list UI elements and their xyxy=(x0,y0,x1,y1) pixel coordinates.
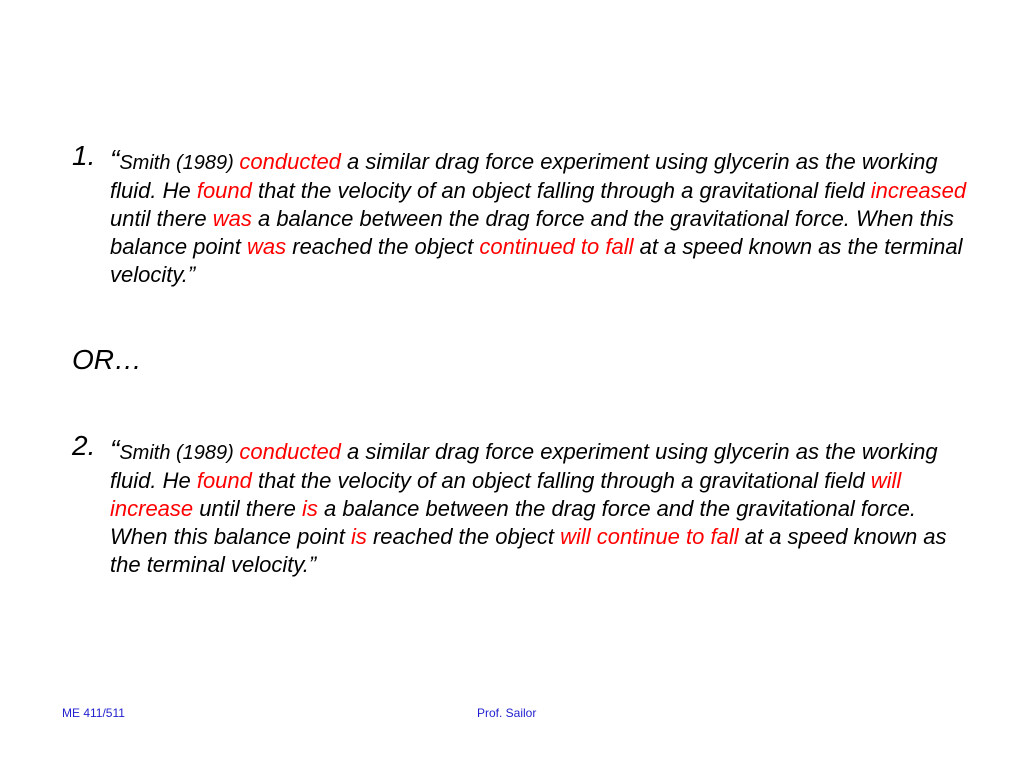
example-2-text xyxy=(110,436,972,579)
text-segment: that the velocity of an object falling through a gravitational field xyxy=(251,178,871,203)
text-segment: a balance between the drag force and the gravitational force. When this balance point xyxy=(110,496,916,549)
text-segment: until there xyxy=(110,206,213,231)
highlight-verb: will continue to fall xyxy=(560,524,739,549)
highlight-verb: found xyxy=(196,178,252,203)
open-quote: “ xyxy=(110,144,120,175)
or-separator: OR… xyxy=(72,344,142,375)
text-segment: a similar drag force experiment using glycerin as the working fluid. He xyxy=(110,439,938,493)
text-segment: at a speed known as the terminal velocity.” xyxy=(110,234,963,287)
text-segment: reached the object xyxy=(286,234,480,259)
text-segment: until there xyxy=(193,496,302,521)
text-segment: a similar drag force experiment using glycerin as the working fluid. He xyxy=(110,149,938,203)
text-segment: reached the object xyxy=(366,524,561,549)
citation: Smith (1989) xyxy=(119,442,240,464)
text-segment: at a speed known as the terminal velocity.” xyxy=(110,524,947,577)
example-1 xyxy=(72,140,972,289)
example-1-text xyxy=(110,146,972,289)
highlight-verb: increased xyxy=(870,178,967,203)
highlight-verb: conducted xyxy=(239,149,341,174)
text-segment: a balance between the drag force and the gravitational force. When this balance point xyxy=(110,206,954,259)
citation: Smith (1989) xyxy=(119,152,240,174)
highlight-verb: is xyxy=(302,496,318,521)
highlight-verb: was xyxy=(212,206,252,231)
example-1-number: 1. xyxy=(72,140,96,171)
example-2-number: 2. xyxy=(72,430,96,461)
highlight-verb: will increase xyxy=(110,468,902,521)
open-quote: “ xyxy=(110,434,120,465)
highlight-verb: is xyxy=(350,524,367,549)
highlight-verb: was xyxy=(247,234,287,259)
highlight-verb: found xyxy=(196,468,252,493)
highlight-verb: conducted xyxy=(239,439,341,464)
highlight-verb: continued to fall xyxy=(479,234,634,259)
footer-course: ME 411/511 xyxy=(62,706,125,720)
example-2 xyxy=(72,430,972,579)
text-segment: that the velocity of an object falling through a gravitational field xyxy=(251,468,871,493)
footer-author: Prof. Sailor xyxy=(477,706,537,720)
